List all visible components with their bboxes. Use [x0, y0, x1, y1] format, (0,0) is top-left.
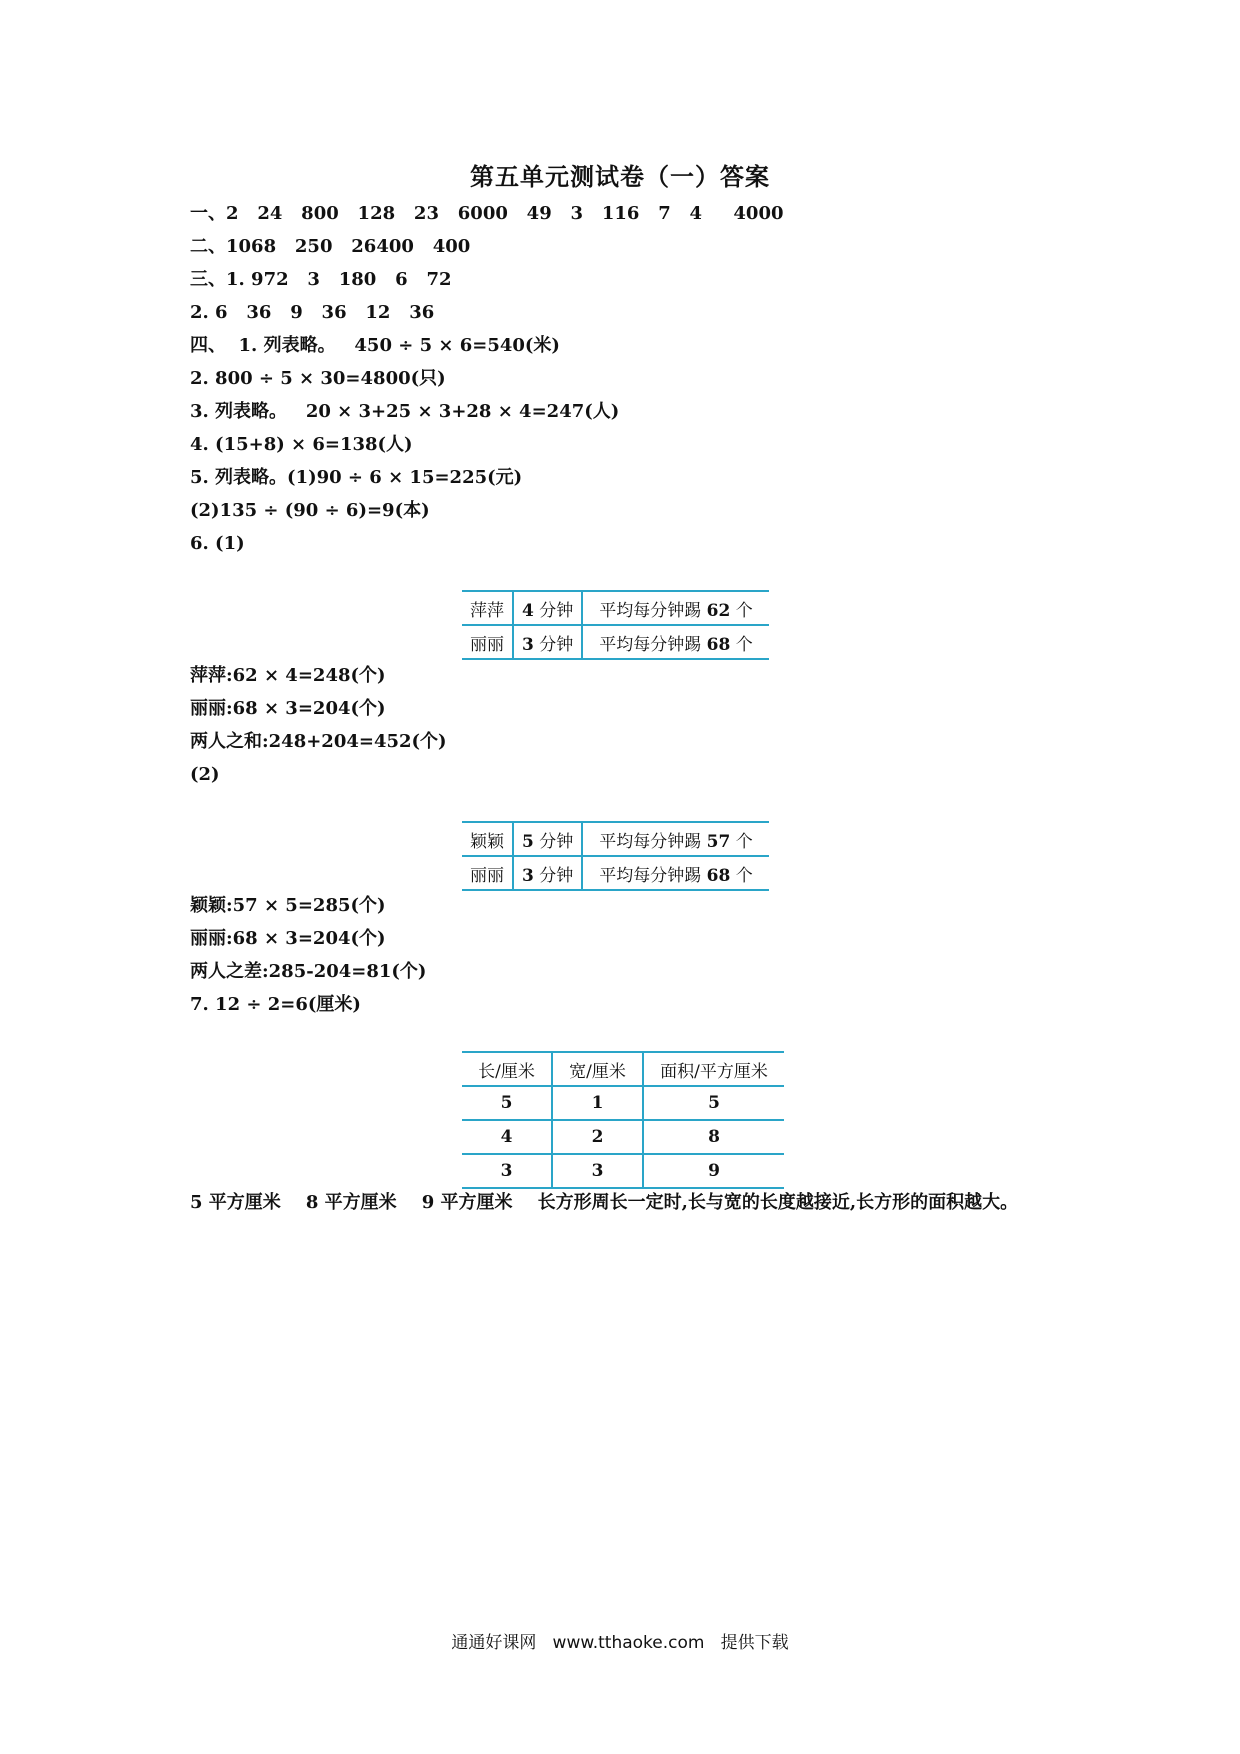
answer-line: 萍萍:62 × 4=248(个) [190, 665, 386, 686]
answer-line: 4. (15+8) × 6=138(人) [190, 434, 413, 455]
rate-cell: 平均每分钟踢 68 个 [582, 625, 768, 659]
kick-table-2 [462, 821, 769, 891]
answer-line: 一、2 24 800 128 23 6000 49 3 116 7 4 4000 [190, 203, 784, 224]
answer-line: (2) [190, 764, 220, 785]
table-cell: 5 [643, 1086, 784, 1120]
table-row [462, 625, 769, 659]
time-cell: 3 分钟 [513, 856, 582, 890]
time-cell: 3 分钟 [513, 625, 582, 659]
table-cell: 4 [462, 1120, 552, 1154]
table-row [462, 591, 769, 625]
answer-line: 丽丽:68 × 3=204(个) [190, 698, 386, 719]
rate-cell: 平均每分钟踢 68 个 [582, 856, 768, 890]
header-cell: 长/厘米 [462, 1052, 552, 1086]
name-cell: 丽丽 [462, 625, 513, 659]
answer-line: 三、1. 972 3 180 6 72 [190, 269, 452, 290]
answer-line: 四、 1. 列表略。 450 ÷ 5 × 6=540(米) [190, 335, 560, 356]
answer-line: 二、1068 250 26400 400 [190, 236, 471, 257]
answer-line: 两人之差:285-204=81(个) [190, 961, 427, 982]
table-cell: 8 [643, 1120, 784, 1154]
answer-line: 5. 列表略。(1)90 ÷ 6 × 15=225(元) [190, 467, 523, 488]
table-cell: 5 [462, 1086, 552, 1120]
time-cell: 4 分钟 [513, 591, 582, 625]
rectangle-table [462, 1051, 784, 1189]
conclusion-line: 5 平方厘米 8 平方厘米 9 平方厘米 长方形周长一定时,长与宽的长度越接近,长方形的面积越大。 [190, 1192, 1019, 1213]
name-cell: 颖颖 [462, 822, 513, 856]
table-row [462, 1120, 784, 1154]
answer-line: 7. 12 ÷ 2=6(厘米) [190, 994, 361, 1015]
table-cell: 2 [552, 1120, 643, 1154]
rate-cell: 平均每分钟踢 57 个 [582, 822, 768, 856]
name-cell: 丽丽 [462, 856, 513, 890]
table-row [462, 1086, 784, 1120]
header-cell: 宽/厘米 [552, 1052, 643, 1086]
table-cell: 3 [462, 1154, 552, 1188]
table-row [462, 822, 769, 856]
table-cell: 3 [552, 1154, 643, 1188]
table-row [462, 856, 769, 890]
answer-line: 两人之和:248+204=452(个) [190, 731, 447, 752]
table-cell: 9 [643, 1154, 784, 1188]
table-cell: 1 [552, 1086, 643, 1120]
answer-line: 6. (1) [190, 533, 245, 554]
rate-cell: 平均每分钟踢 62 个 [582, 591, 768, 625]
kick-table-1 [462, 590, 769, 660]
time-cell: 5 分钟 [513, 822, 582, 856]
table-row [462, 1154, 784, 1188]
answer-line: 3. 列表略。 20 × 3+25 × 3+28 × 4=247(人) [190, 401, 620, 422]
header-cell: 面积/平方厘米 [643, 1052, 784, 1086]
footer-watermark: 通通好课网 www.tthaoke.com 提供下载 [451, 1633, 789, 1653]
answer-line: 颖颖:57 × 5=285(个) [190, 895, 386, 916]
page-title: 第五单元测试卷（一）答案 [470, 162, 770, 191]
name-cell: 萍萍 [462, 591, 513, 625]
answer-line: 2. 800 ÷ 5 × 30=4800(只) [190, 368, 446, 389]
table-header-row [462, 1052, 784, 1086]
answer-line: 2. 6 36 9 36 12 36 [190, 302, 435, 323]
answer-line: 丽丽:68 × 3=204(个) [190, 928, 386, 949]
answer-line: (2)135 ÷ (90 ÷ 6)=9(本) [190, 500, 430, 521]
